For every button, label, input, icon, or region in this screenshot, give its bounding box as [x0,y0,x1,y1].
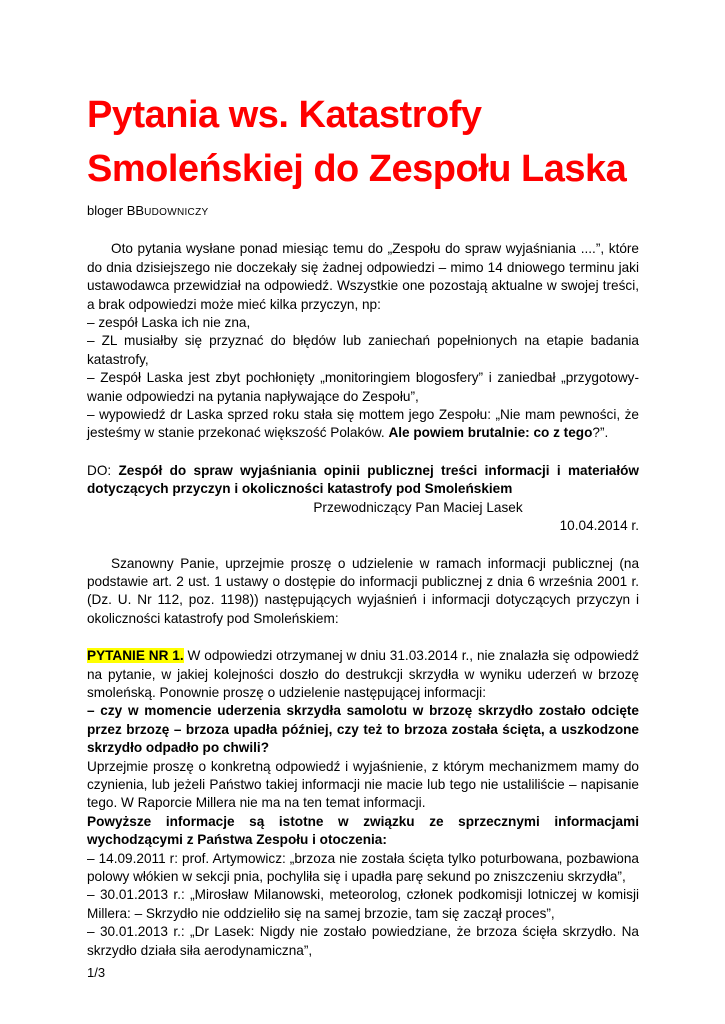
chairman-line: Przewodniczący Pan Maciej Lasek [313,499,523,515]
question-1-label: PYTANIE NR 1. [87,648,184,664]
byline-rest: UDOWNICZY [144,207,209,218]
question-1-paragraph [87,647,639,702]
reason4-end: ?”. [592,425,609,441]
byline-bb: BB [126,203,145,218]
reason-item: – Zespół Laska jest zbyt pochłonięty „monitoringiem blogosfery” i zaniedbał „przygotowy-wanie odpowiedzi na pytania napływające do Zespołu”, [87,370,639,404]
question-1-important [87,813,639,850]
addressee-label: DO: [87,462,119,478]
reason4-plain: – wypowiedź dr Laska sprzed roku stała się mottem jego Zespołu: „Nie mam pewności, że jesteśmy w stanie przekonać większość Polaków. [87,407,639,441]
reason-item: – zespół Laska ich nie zna, [87,315,251,331]
greeting-paragraph: Szanowny Panie, uprzejmie proszę o udzielenie w ramach informacji publicznej (na podstawie art. 2 ust. 1 ustawy o dostępie do informacji publicznej z dnia 6 września 2001 r. (Dz. U. Nr 112, poz. 1198)) następujących wyjaśnień i informacji dotyczących przyczyn i okoliczności katastrofy pod Smoleńskiem: [87,555,639,626]
page-number: 1/3 [87,965,106,980]
reason4-bold: Ale powiem brutalnie: co z tego [388,425,593,441]
title-line-2: Smoleńskiej do Zespołu Laska [87,148,627,190]
intro-paragraph: Oto pytania wysłane ponad miesiąc temu do „Zespołu do spraw wyjaśniania ....”, które do dnia dzisiejszego nie doczekały się żadnej odpowiedzi – mimo 14 dniowego terminu jaki ustawodawca przewidział na odpowiedź. Wszystkie one pozostają aktualne w swojej treści, a brak odpowiedzi może mieć kilka przyczyn, np: [87,241,639,312]
document-title [87,88,639,196]
byline-prefix: bloger [87,203,127,218]
title-line-1: Pytania ws. Katastrofy [87,94,482,136]
reason-item: – ZL musiałby się przyznać do błędów lub zaniechań popełnionych na etapie badania katastrofy, [87,333,639,367]
quote-item: – 30.01.2013 r.: „Mirosław Milanowski, meteorolog, członek podkomisji lotniczej w komisji Millera: – Skrzydło nie oddzieliło się na samej brzozie, tam się zaczął proces”, [87,887,639,921]
letter-date: 10.04.2014 r. [559,518,639,534]
byline [87,202,639,222]
question-1-text: W odpowiedzi otrzymanej w dniu 31.03.2014 r., nie znalazła się odpowiedź na pytanie, w jakiej kolejności doszło do destrukcji skrzydła w wyniku uderzeń w brzozę smoleńską. Ponownie proszę o udzielenie następującej informacji: [87,648,639,700]
reasons-list [87,314,639,443]
addressee-name: Zespół do spraw wyjaśniania opinii publicznej treści informacji i materiałów dotyczących przyczyn i okoliczności katastrofy pod Smoleńskiem [87,462,639,497]
question-1-question [87,702,639,757]
reason-item-motto [87,406,639,443]
quote-item: – 30.01.2013 r.: „Dr Lasek: Nigdy nie zostało powiedziane, że brzoza ścięła skrzydło. Na skrzydło działa siła aerodynamiczna”, [87,924,639,958]
question-1-question-text: – czy w momencie uderzenia skrzydła samolotu w brzozę skrzydło zostało odcięte przez brzozę – brzoza upadła później, czy też to brzoza została ścięta, a uszkodzone skrzydło odpadło po chwili? [87,703,639,756]
quote-item: – 14.09.2011 r: prof. Artymowicz: „brzoza nie została ścięta tylko poturbowana, pozbawiona polowy włókien w sekcji pnia, pochyliła się i upadła parę sekund po zniszczeniu skrzydła”, [87,850,639,884]
addressee-block [87,462,639,499]
document-body [87,88,639,960]
question-1-important-text: Powyższe informacje są istotne w związku ze sprzecznymi informacjami wychodzącymi z Państwa Zespołu i otoczenia: [87,813,639,848]
question-1-request: Uprzejmie proszę o konkretną odpowiedź i wyjaśnienie, z którym mechanizmem mamy do czynienia, lub jeżeli Państwo takiej informacji nie macie lub tego nie ustaliliście – napisanie tego. W Raporcie Millera nie ma na ten temat informacji. [87,758,639,811]
